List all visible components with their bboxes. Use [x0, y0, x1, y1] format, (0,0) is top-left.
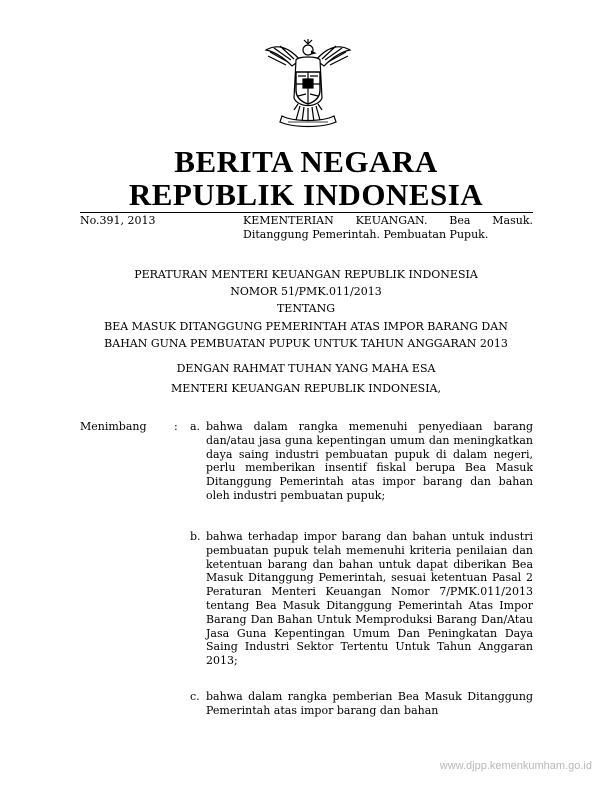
item-text: bahwa dalam rangka pemberian Bea Masuk Ditanggung Pemerintah atas impor barang dan bahan — [206, 690, 533, 717]
footer-url: www.djpp.kemenkumham.go.id — [439, 760, 592, 772]
considering-colon: : — [174, 420, 178, 433]
page-title-line2: REPUBLIK INDONESIA — [128, 177, 484, 212]
regulation-about: TENTANG — [276, 302, 336, 315]
list-item — [190, 420, 533, 503]
item-marker: b. — [190, 530, 201, 543]
regulation-subject-line1: BEA MASUK DITANGGUNG PEMERINTAH ATAS IMPOR BARANG DAN — [104, 320, 508, 333]
item-text: bahwa dalam rangka memenuhi penyediaan barang dan/atau jasa guna kepentingan umum dan meningkatkan daya saing industri pembuatan pupuk di dalam negeri, perlu memberikan insentif fiskal berupa Bea Masuk Ditanggung Pemerintah atas impor barang dan bahan oleh industri pembuatan pupuk; — [206, 420, 533, 502]
ministry-subject: KEMENTERIAN KEUANGAN. Bea Masuk. Ditanggung Pemerintah. Pembuatan Pupuk. — [243, 214, 533, 241]
gazette-number: No.391, 2013 — [80, 214, 156, 227]
item-marker: a. — [190, 420, 201, 433]
invocation: DENGAN RAHMAT TUHAN YANG MAHA ESA — [176, 362, 436, 375]
item-marker: c. — [190, 690, 200, 703]
issuer: MENTERI KEUANGAN REPUBLIK INDONESIA, — [170, 382, 442, 395]
regulation-number: NOMOR 51/PMK.011/2013 — [230, 285, 382, 298]
page-title-line1: BERITA NEGARA — [174, 144, 438, 179]
garuda-emblem-icon — [258, 38, 358, 138]
considering-label: Menimbang — [80, 420, 147, 433]
list-item — [190, 690, 533, 718]
regulation-title-line1: PERATURAN MENTERI KEUANGAN REPUBLIK INDONESIA — [134, 268, 478, 281]
list-item — [190, 530, 533, 668]
header-divider — [80, 212, 533, 213]
regulation-subject-line2: BAHAN GUNA PEMBUATAN PUPUK UNTUK TAHUN ANGGARAN 2013 — [104, 337, 508, 350]
item-text: bahwa terhadap impor barang dan bahan untuk industri pembuatan pupuk telah memenuhi kriteria penilaian dan ketentuan barang dan bahan untuk dapat diberikan Bea Masuk Ditanggung Pemerintah, sesuai ketentuan Pasal 2 Peraturan Menteri Keuangan Nomor 7/PMK.011/2013 tentang Bea Masuk Ditanggung Pemerintah Atas Impor Barang Dan Bahan Untuk Memproduksi Barang Dan/Atau Jasa Guna Kepentingan Umum Dan Peningkatan Daya Saing Industri Sektor Tertentu Untuk Tahun Anggaran 2013; — [206, 530, 533, 668]
